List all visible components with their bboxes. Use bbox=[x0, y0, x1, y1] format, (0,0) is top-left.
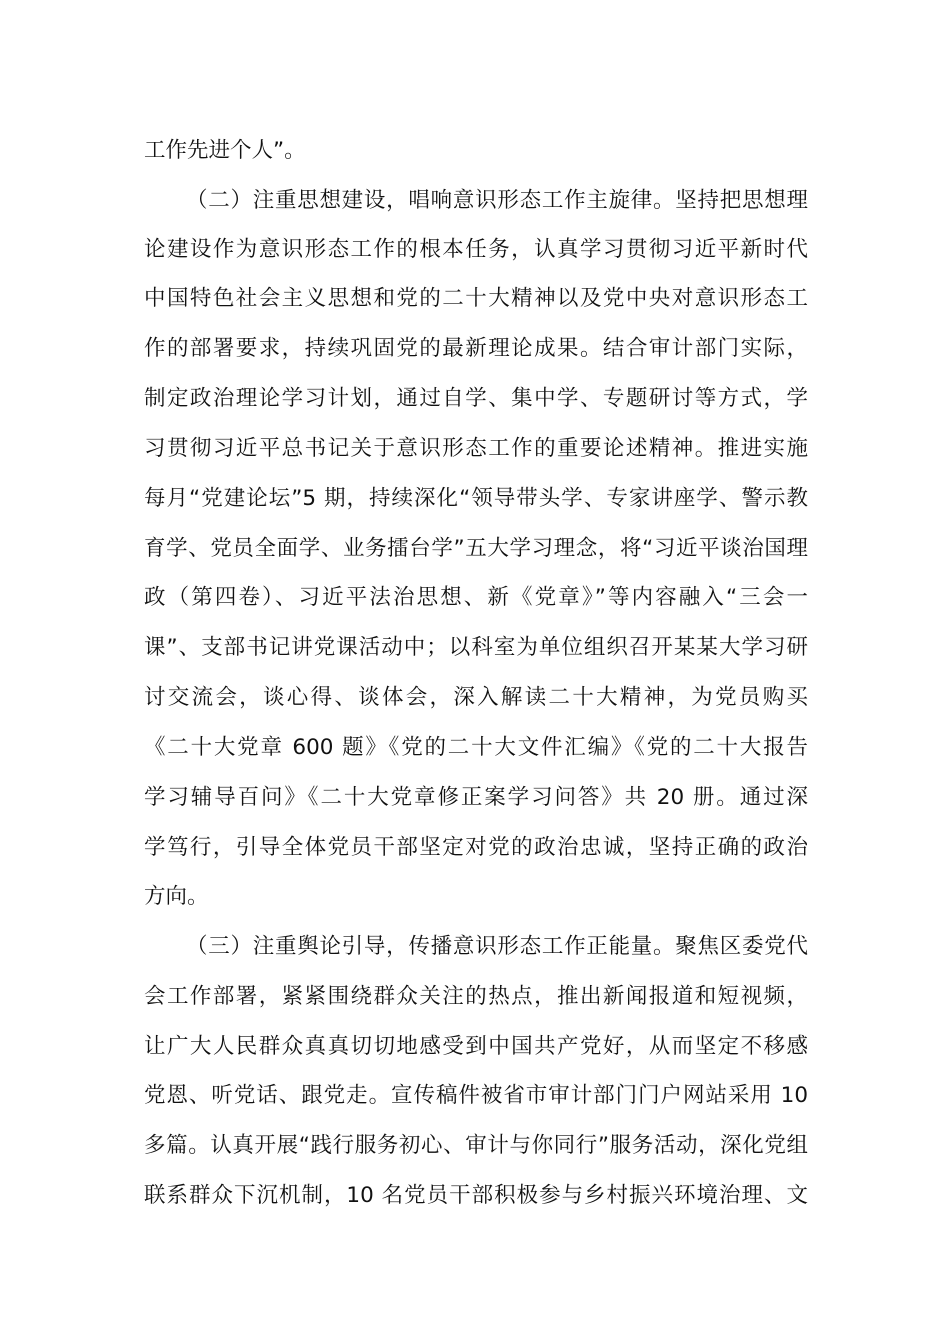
text-line: 政（第四卷）、习近平法治思想、新《党章》”等内容融入“三会一 bbox=[144, 585, 808, 610]
text-line: 制定政治理论学习计划，通过自学、集中学、专题研讨等方式，学 bbox=[144, 386, 808, 411]
text-line: 《二十大党章 600 题》《党的二十大文件汇编》《党的二十大报告 bbox=[144, 735, 808, 760]
text-line: 让广大人民群众真真切切地感受到中国共产党好，从而坚定不移感 bbox=[144, 1034, 808, 1059]
text-line: 习贯彻习近平总书记关于意识形态工作的重要论述精神。推进实施 bbox=[144, 436, 808, 461]
text-line: 学习辅导百问》《二十大党章修正案学习问答》共 20 册。通过深 bbox=[144, 785, 808, 810]
text-line: 作的部署要求，持续巩固党的最新理论成果。结合审计部门实际， bbox=[144, 336, 808, 361]
text-line: 论建设作为意识形态工作的根本任务，认真学习贯彻习近平新时代 bbox=[144, 237, 808, 262]
text-line: 联系群众下沉机制，10 名党员干部积极参与乡村振兴环境治理、文 bbox=[144, 1183, 808, 1208]
text-line: 学笃行，引导全体党员干部坚定对党的政治忠诚，坚持正确的政治 bbox=[144, 835, 808, 860]
text-line: 多篇。认真开展“践行服务初心、审计与你同行”服务活动，深化党组 bbox=[144, 1133, 808, 1158]
text-line: 工作先进个人”。 bbox=[144, 138, 306, 163]
paragraph-3-heading-line: （三）注重舆论引导，传播意识形态工作正能量。聚焦区委党代 bbox=[186, 934, 808, 959]
text-line: 每月“党建论坛”5 期，持续深化“领导带头学、专家讲座学、警示教 bbox=[144, 486, 808, 511]
text-line: 方向。 bbox=[144, 884, 209, 909]
text-line: 课”、支部书记讲党课活动中；以科室为单位组织召开某某大学习研 bbox=[144, 635, 808, 660]
text-line: 中国特色社会主义思想和党的二十大精神以及党中央对意识形态工 bbox=[144, 286, 808, 311]
paragraph-2-heading-line: （二）注重思想建设，唱响意识形态工作主旋律。坚持把思想理 bbox=[186, 188, 808, 213]
text-line: 育学、党员全面学、业务擂台学”五大学习理念，将“习近平谈治国理 bbox=[144, 536, 808, 561]
text-line: 讨交流会，谈心得、谈体会，深入解读二十大精神，为党员购买 bbox=[144, 685, 808, 710]
text-line: 党恩、听党话、跟党走。宣传稿件被省市审计部门门户网站采用 10 bbox=[144, 1083, 808, 1108]
text-line: 会工作部署，紧紧围绕群众关注的热点，推出新闻报道和短视频， bbox=[144, 984, 808, 1009]
